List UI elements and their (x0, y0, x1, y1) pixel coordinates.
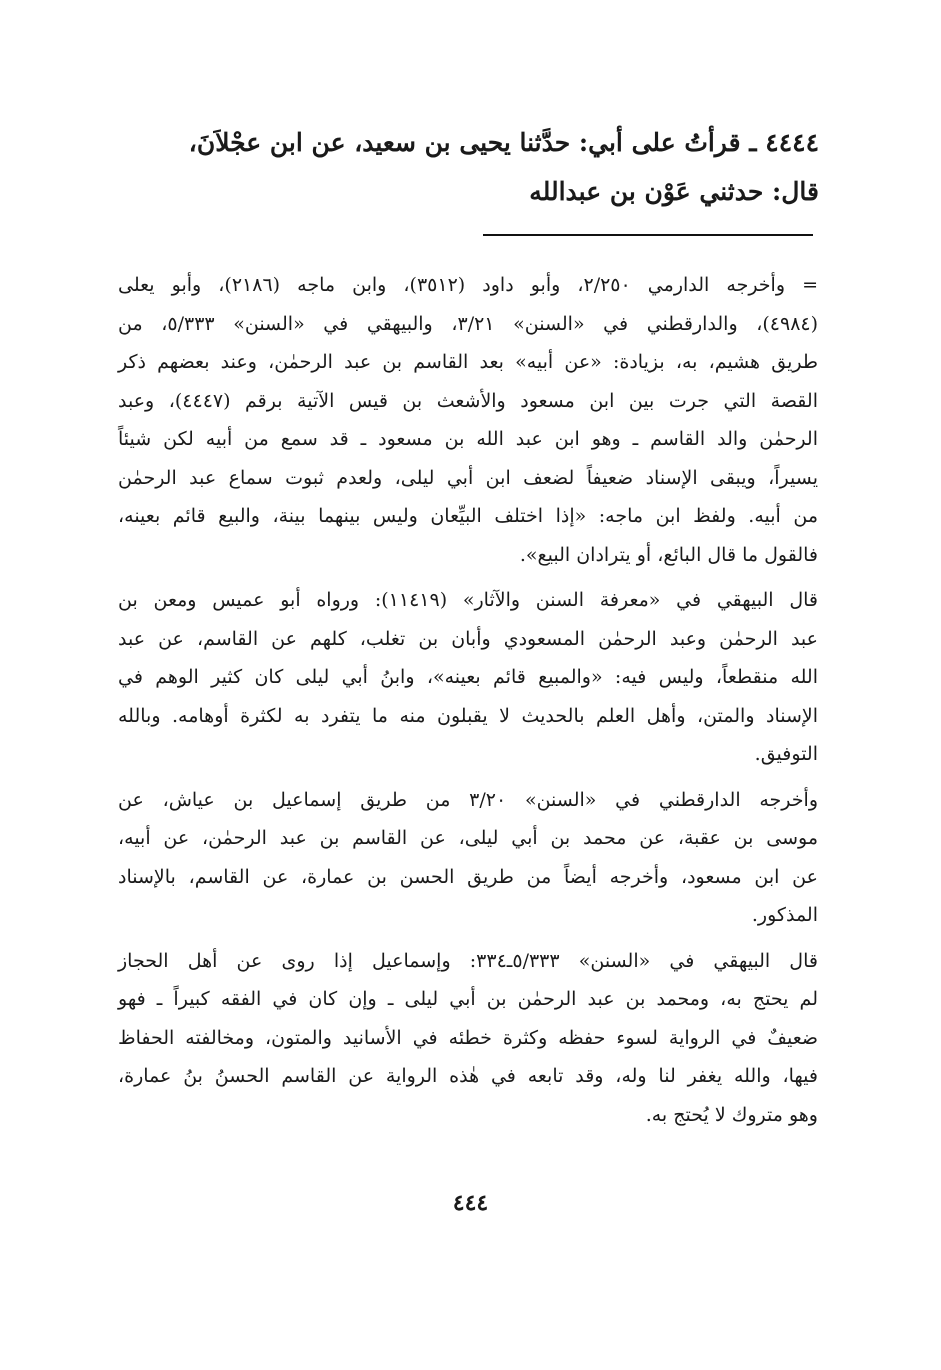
footnote-line: المذكور. (751, 904, 818, 926)
hadith-line: ٤٤٤٤ ـ قرأتُ على أبي: حدَّثنا يحيى بن سعيد، عن ابن عجْلاَنَ، (188, 128, 819, 157)
footnote-line: القصة التي جرت بين ابن مسعود والأشعث بن قيس الآتية برقم (٤٤٤٧)، وعبد (118, 389, 818, 412)
footnote-line: فيها، والله يغفر لنا وله، وقد تابعه في هٰذه الرواية عن القاسم الحسنُ بنُ عمارة، (118, 1065, 818, 1087)
footnote-line: التوفيق. (754, 743, 818, 765)
footnote-line: من أبيه. ولفظ ابن ماجه: «إذا اختلف البيِّعان وليس بينهما بينة، والبيع قائم بعينه، (118, 505, 818, 527)
page-number: ٤٤٤ (452, 1190, 489, 1216)
footnote-line: الرحمٰن والد القاسم ـ وهو ابن عبد الله بن مسعود ـ قد سمع من أبيه لكن شيئاً (118, 428, 818, 450)
footnote-line: فالقول ما قال البائع، أو يترادان البيع». (519, 543, 818, 566)
hadith-line: قال: حدثني عَوْن بن عبدالله (529, 177, 819, 206)
footnote-line: (٤٩٨٤)، والدارقطني في «السنن» ٣/٢١، والبيهقي في «السنن» ٥/٣٣٣، من (118, 312, 819, 335)
footnote-line: ضعيفٌ في الرواية لسوء حفظه وكثرة خطئه في الأسانيد والمتون، ومخالفته الحفاظ (118, 1026, 818, 1049)
footnote-line: لم يحتج به، ومحمد بن عبد الرحمٰن بن أبي ليلى ـ وإن كان في الفقه كبيراً ـ فهو (118, 988, 818, 1010)
footnote-line: موسى بن عقبة، عن محمد بن أبي ليلى، عن القاسم بن عبد الرحمٰن، عن أبيه، (118, 827, 818, 849)
footnote-line: عبد الرحمٰن وعبد الرحمٰن المسعودي وأبان بن تغلب، كلهم عن القاسم، عن عبد (118, 627, 818, 650)
footnote-line: = وأخرجه الدارمي ٢/٢٥٠، وأبو داود (٣٥١٢)، وابن ماجه (٢١٨٦)، وأبو يعلى (118, 274, 818, 296)
footnote-line: قال البيهقي في «السنن» ٥/٣٣٣ـ٣٣٤: وإسماعيل إذا روى عن أهل الحجاز (118, 949, 818, 972)
footnote-line: الله منقطعاً، وليس فيه: «والمبيع قائم بعينه»، وابنُ أبي ليلى كان كثير الوهم في (118, 666, 818, 688)
footnote-line: طريق هشيم، به، بزيادة: «عن أبيه» بعد القاسم بن عبد الرحمٰن، وعند بعضهم ذكر (118, 351, 818, 373)
footnote-paragraph (118, 781, 818, 935)
footnote-line: عن ابن مسعود، وأخرجه أيضاً من طريق الحسن بن عمارة، عن القاسم، بالإسناد (118, 865, 818, 888)
footnote-line: وأخرجه الدارقطني في «السنن» ٣/٢٠ من طريق إسماعيل بن عياش، عن (118, 788, 818, 811)
footnote-paragraph (118, 942, 818, 1135)
footnote-separator (483, 234, 813, 236)
footnotes (118, 266, 818, 1141)
footnote-paragraph (118, 581, 818, 774)
footnote-line: قال البيهقي في «معرفة السنن والآثار» (١١٤١٩): ورواه أبو عميس ومعن بن (118, 589, 818, 611)
footnote-line: وهو متروك لا يُحتج به. (645, 1103, 818, 1126)
footnote-line: يسيراً، ويبقى الإسناد ضعيفاً لضعف ابن أبي ليلى، ولعدم ثبوت سماع عبد الرحمٰن (118, 466, 818, 489)
footnote-paragraph (118, 266, 818, 574)
hadith-text (119, 118, 819, 216)
footnote-line: الإسناد والمتن، وأهل العلم بالحديث لا يقبلون منه ما يتفرد به لكثرة أوهامه. وبالله (118, 704, 818, 727)
